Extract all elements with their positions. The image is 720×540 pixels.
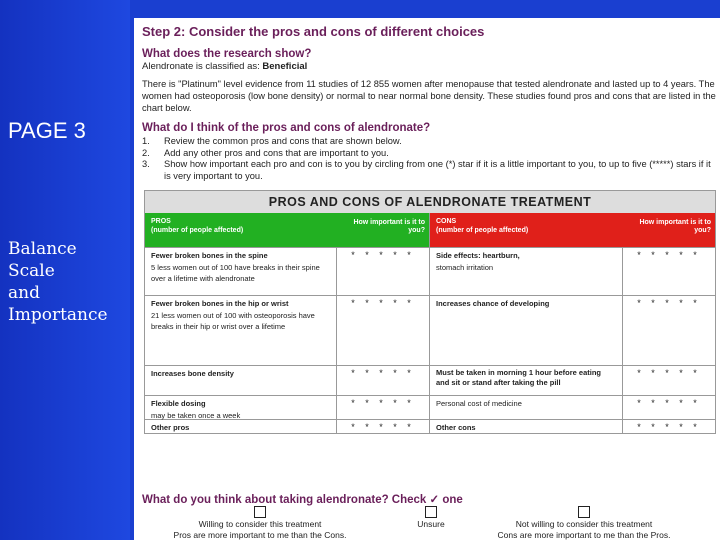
decision-question	[142, 492, 463, 506]
pros-column	[145, 213, 430, 433]
table-row	[430, 295, 715, 365]
star-rating[interactable]: * * * * *	[637, 398, 701, 408]
row-title: Other pros	[151, 423, 190, 432]
instruction-step	[142, 159, 716, 182]
option-not-willing[interactable]	[484, 506, 684, 540]
importance-header: How important is it to you?	[353, 219, 425, 234]
row-title: Fewer broken bones in the hip or wrist	[151, 299, 289, 308]
classification-value: Beneficial	[262, 61, 308, 72]
option-label: Not willing to consider this treatment	[515, 519, 653, 529]
option-sublabel: Cons are more important to me than the Pros.	[497, 530, 671, 540]
step-text: Review the common pros and cons that are shown below.	[164, 136, 402, 146]
instruction-step	[142, 148, 716, 160]
star-rating[interactable]: * * * * *	[351, 422, 415, 432]
research-question: What does the research show?	[142, 48, 312, 60]
page-label: PAGE 3	[8, 118, 86, 143]
table-row	[430, 395, 715, 419]
row-detail: 5 less women out of 100 have breaks in their spine over a lifetime with alendronate	[151, 262, 320, 283]
cons-header-label: CONS	[436, 218, 457, 225]
table-row	[145, 295, 429, 365]
classification-prefix: Alendronate is classified as:	[142, 61, 260, 72]
instruction-step	[142, 136, 716, 148]
star-rating[interactable]: * * * * *	[351, 398, 415, 408]
row-title: Flexible dosing	[151, 399, 206, 408]
classification-line	[142, 61, 307, 72]
option-willing[interactable]	[160, 506, 360, 540]
table-row	[430, 419, 715, 433]
sidebar	[0, 0, 130, 540]
step-text: Show how important each pro and con is to you by circling from one (*) star if it is a little important to you, to up to five (*****) stars if it is very important to you.	[164, 159, 711, 181]
cons-column	[430, 213, 715, 433]
table-row	[145, 395, 429, 419]
star-rating[interactable]: * * * * *	[637, 422, 701, 432]
pros-header	[145, 213, 429, 247]
step-number: 1.	[142, 136, 150, 146]
star-rating[interactable]: * * * * *	[351, 368, 415, 378]
evidence-paragraph: There is "Platinum" level evidence from 11 studies of 12 855 women after menopause that tested alendronate and lasted up to 4 years. The women had osteoporosis (low bone density) or normal to near normal bone density. These studies found pros and cons that are listed in the chart below.	[142, 79, 716, 113]
table-row	[145, 247, 429, 295]
row-detail: stomach irritation	[436, 262, 494, 272]
step-title: Step 2: Consider the pros and cons of different choices	[142, 24, 485, 39]
checkmark-icon: ✓	[429, 494, 440, 506]
table-row	[430, 365, 715, 395]
sidebar-caption-line: Balance	[8, 239, 77, 259]
table-row	[430, 247, 715, 295]
star-rating[interactable]: * * * * *	[637, 368, 701, 378]
cons-header	[430, 213, 715, 247]
checkbox[interactable]	[254, 506, 266, 518]
decision-question-text: What do you think about taking alendronate? Check	[142, 494, 427, 506]
sidebar-caption-line: and	[8, 283, 40, 303]
option-label: Unsure	[417, 519, 445, 529]
document-page	[134, 18, 720, 540]
row-title: Must be taken in morning 1 hour before eating and sit or stand after taking the pill	[436, 368, 602, 387]
star-rating[interactable]: * * * * *	[637, 298, 701, 308]
cons-header-sub: (number of people affected)	[436, 227, 529, 234]
table-title: PROS AND CONS OF ALENDRONATE TREATMENT	[145, 191, 715, 213]
step-number: 3.	[142, 159, 150, 169]
option-unsure[interactable]	[406, 506, 456, 530]
table-row	[145, 419, 429, 433]
step-text: Add any other pros and cons that are important to you.	[164, 147, 389, 158]
checkbox[interactable]	[425, 506, 437, 518]
step-number: 2.	[142, 147, 150, 158]
row-detail: 21 less women out of 100 with osteoporosis have breaks in their hip or wrist over a lifetime	[151, 310, 315, 331]
option-label: Willing to consider this treatment	[198, 519, 322, 529]
row-title: Increases chance of developing	[436, 299, 550, 308]
star-rating[interactable]: * * * * *	[351, 298, 415, 308]
pros-header-label: PROS	[151, 218, 171, 225]
row-detail: Personal cost of medicine	[436, 399, 522, 408]
star-rating[interactable]: * * * * *	[637, 250, 701, 260]
row-title: Increases bone density	[151, 369, 234, 378]
think-question: What do I think of the pros and cons of alendronate?	[142, 122, 431, 134]
instruction-steps	[142, 136, 716, 182]
row-detail: may be taken once a week	[151, 410, 241, 420]
table-row	[145, 365, 429, 395]
pros-header-sub: (number of people affected)	[151, 227, 244, 234]
decision-question-one: one	[442, 494, 463, 506]
row-title: Other cons	[436, 423, 476, 432]
row-title: Side effects: heartburn,	[436, 251, 520, 260]
option-sublabel: Pros are more important to me than the Cons.	[173, 530, 347, 540]
sidebar-caption	[8, 238, 108, 326]
pros-cons-table	[144, 190, 716, 434]
star-rating[interactable]: * * * * *	[351, 250, 415, 260]
row-title: Fewer broken bones in the spine	[151, 251, 268, 260]
sidebar-caption-line: Importance	[8, 305, 108, 325]
importance-header: How important is it to you?	[639, 219, 711, 234]
checkbox[interactable]	[578, 506, 590, 518]
sidebar-caption-line: Scale	[8, 261, 55, 281]
